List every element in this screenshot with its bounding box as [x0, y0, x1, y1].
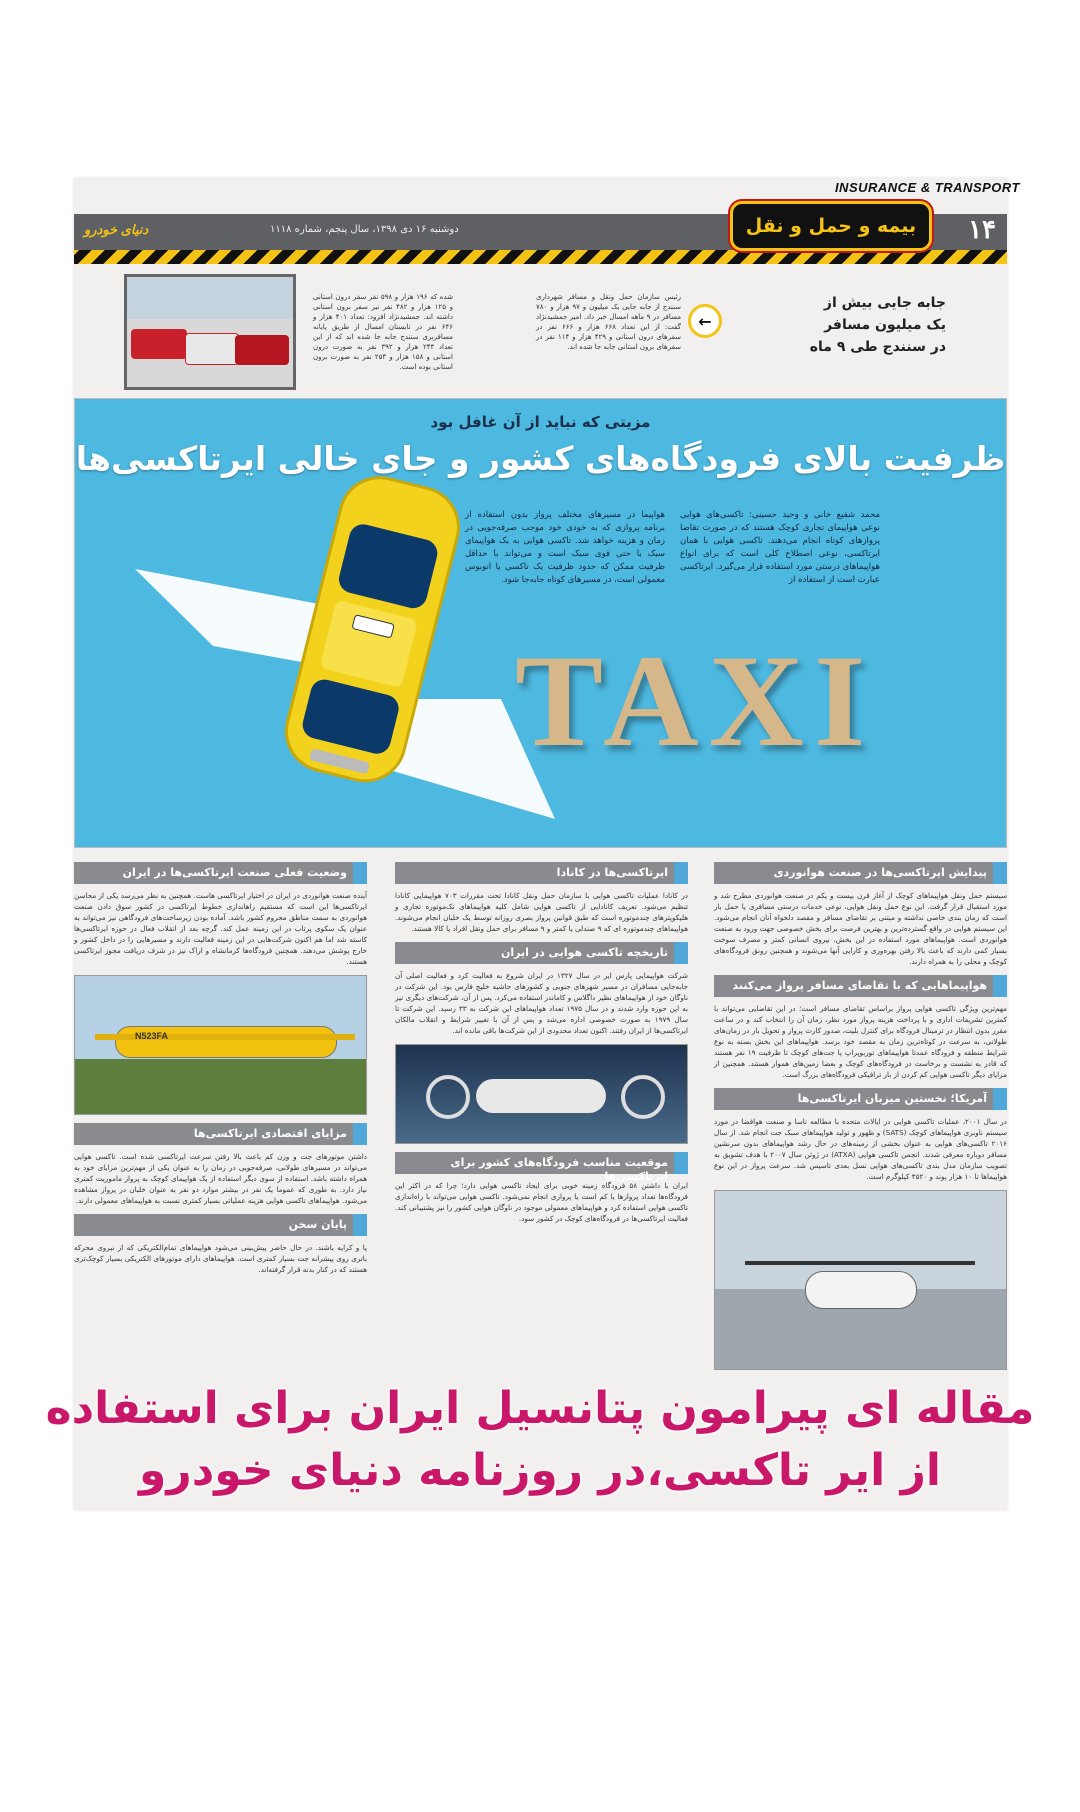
- overlay-caption: مقاله ای پیرامون پتانسیل ایران برای استفاده از ایر تاکسی،در روزنامه دنیای خودرو: [45, 1383, 1035, 1496]
- column-text: مهم‌ترین ویژگی تاکسی هوایی پرواز براساس تقاضای مسافر است؛ در این تقاضایی می‌تواند با کمترین تشریفات اداری و با پرداخت هزینه پرواز مورد نظر، زمان آن را انتخاب کند و در ساعت مقرر بدون انتظار در ترمینال فرودگاه برای کنترل بلیت، صدور کارت پرواز و تحویل بار در زمان‌های طولانی، به سرعت در کوتاه‌ترین زمان به مقصد خود برسد. هواپیماهای این بخش بسته به نوع شرایط منطقه و فرودگاه عمدتا هواپیماهای توربوپراپ یا جت‌های کوچک تا ظرفیت ۱۹ نفر هستند که قادر به نشست و برخاست در فرودگاه‌های کوچک و بعضا زمین‌های هموار هستند. همچنین از مزایای دیگر تاکسی هوایی کم کردن از بار ترافیکی فرودگاه‌های بزرگ است.: [714, 1004, 1007, 1079]
- bus-shape: [185, 333, 239, 365]
- air-car-photo: [395, 1044, 688, 1144]
- bus-terminal-photo: [124, 274, 296, 390]
- newspaper-logo: دنیای خودرو: [84, 222, 149, 237]
- column-text: در سال ۲۰۰۱، عملیات تاکسی هوایی در ایالات متحده با مطالعه ناسا و صنعت هوافضا در مورد سیستم ناوبری هواپیماهای کوچک (SATS) و ظهور و تولید هواپیماهای سبک جت انجام شد. از سال ۲۰۱۶ تاکسی‌های هوایی به عنوان بخشی از زمینه‌های در حال رشد هواپیماهای بدون سرنشین مسافر دوباره معرفی شدند. انجمن تاکسی هوایی (ATXA) در ژوئن سال ۲۰۰۷ با هدف تشویق به تصویب سازمان مدل بندی تاکسی‌های هوایی نسل بعدی تاسیس شد. سرعت پرواز در این نوع هواپیماها تا ۱۰ هزار پوند و ۴۵۲۰ کیلوگرم است.: [714, 1117, 1007, 1181]
- hazard-stripe: [74, 250, 1007, 264]
- column-heading: مزایای اقتصادی ایرتاکسی‌ها: [74, 1123, 367, 1145]
- plane-wing: [95, 1034, 355, 1040]
- column-text: ایران با داشتن ۵۸ فرودگاه زمینه خوبی برای ایجاد تاکسی هوایی دارد؛ چرا که در اکثر این فرودگاه‌ها تعداد پروازها یا کم است یا پروازی انجام نمی‌شود. تاکسی هوایی می‌تواند با راه‌اندازی تاکسی هوایی استفاده کرد و هواپیماهای معمولی موجود در ناوگان هوایی کشور را نیز پشتیبانی کند. فعالیت ایرتاکسی‌ها در فرودگاه‌های کوچک در کشور سود.: [395, 1181, 688, 1223]
- news-headline: جابه جایی بیش از یک میلیون مسافر در سنندج طی ۹ ماه: [809, 295, 946, 355]
- brand-english: INSURANCE & TRANSPORT: [834, 180, 1020, 195]
- column-text: سیستم حمل ونقل هواپیماهای کوچک از آغاز قرن بیست و یکم در صنعت هوانوردی مطرح شد و مورد استقبال قرار گرفت. این نوع حمل ونقل هوایی، نوعی خدمات درستی مسافری یا حمل بار است که زمان بندی خاصی نداشته و مبتنی بر تقاضای مسافر و مقصد دلخواه آنان انجام می‌شود. این سیستم هوایی در واقع گسترده‌ترین و بهترین فرصت برای بخش خصوصی جهت ورود به صنعت هوانوردی است. هواپیماهای مورد استفاده در این بخش، نیروی انسانی کمتر و مصرف سوخت بسیار کمی دارند که باعث بالا رفتن بهره‌وری و کارایی آنها می‌شوند و همچنین رونق فرودگاه‌های کوچک و محلی را به همراه دارند.: [714, 891, 1007, 966]
- column-text: پا و کرایه باشند. در حال حاضر پیش‌بینی می‌شود هواپیماهای تمام‌الکتریکی که از نیروی محرکه باتری روی پیشرانه جت بسیار کمتری است. هواپیماهای دارای موتورهای الکتریکی بسیار کوچک‌تری هستند که در کنار بدنه قرار گرفته‌اند.: [74, 1243, 367, 1274]
- column-right: [714, 862, 1007, 1378]
- column-text: در کانادا عملیات تاکسی هوایی با سازمان حمل ونقل کانادا تحت مقررات ۷۰۳ هواپیمایی کانادا تنظیم می‌شود. تعریف کانادایی از تاکسی هوایی شامل کلیه هواپیماهای تک‌موتوره تجاری و هلیکوپترهای چندموتوره است که طبق قوانین پرواز بصری روزانه توسط یک خلبان انجام می‌شوند. هواپیماهای چندموتوره ای که ۹ صندلی یا کمتر و ۹ مسافر برای حمل ونقل افراد یا کالا هستند.: [395, 891, 688, 933]
- taxi-letters: TAXI: [515, 627, 876, 774]
- issue-line: دوشنبه ۱۶ دی ۱۳۹۸، سال پنجم، شماره ۱۱۱۸: [270, 224, 459, 235]
- arrow-left-icon: ←: [688, 304, 722, 338]
- column-heading: تاریخچه تاکسی هوایی در ایران: [395, 942, 688, 964]
- news-brief: [88, 270, 1006, 392]
- yellow-plane-photo: [74, 975, 367, 1115]
- column-heading: وضعیت فعلی صنعت ایرتاکسی‌ها در ایران: [74, 862, 367, 884]
- rotor-ring: [621, 1075, 665, 1119]
- column-heading: آمریکا؛ نخستین میزبان ایرتاکسی‌ها: [714, 1088, 1007, 1110]
- bus-shape: [131, 329, 187, 359]
- toy-taxi-car: [270, 459, 470, 819]
- column-heading: موقعیت مناسب فرودگاه‌های کشور برای ایرتاکسی‌ها: [395, 1152, 688, 1174]
- air-car-body: [476, 1079, 606, 1113]
- column-heading: هواپیماهایی که با تقاضای مسافر پرواز می‌کنند: [714, 975, 1007, 997]
- rotor-ring: [426, 1075, 470, 1119]
- feature-title: ظرفیت بالای فرودگاه‌های کشور و جای خالی ایرتاکسی‌ها: [75, 439, 1006, 478]
- column-heading: پایان سخن: [74, 1214, 367, 1236]
- news-text-right: رئیس سازمان حمل ونقل و مسافر شهرداری سنندج از جابه جایی یک میلیون و ۹۷ هزار و ۷۸۰ مسافر در ۹ ماهه امسال خبر داد. امیر جمشیدنژاد گفت: از این تعداد ۶۶۸ هزار و ۶۶۶ نفر در سفرهای درون استانی و ۴۲۹ هزار و ۱۱۴ نفر در سفرهای برون استانی جابه جا شده اند.: [536, 293, 681, 351]
- news-text-left: شده که ۱۹۶ هزار و ۵۹۸ نفر سفر درون استانی و ۱۲۵ هزار و ۴۸۲ نفر نیز سفر برون استانی داشته اند. جمشیدنژاد افزود: تعداد ۴۰۱ هزار و ۶۴۶ نفر در تابستان امسال از طریق پایانه مسافربری سنندج جابه جا شده اند که از این تعداد ۲۴۴ هزار و ۳۹۲ نفر به صورت درون استانی و ۱۵۸ هزار و ۲۵۴ نفر به صورت برون استانی بوده است.: [313, 293, 454, 371]
- feature-hero: [74, 398, 1007, 848]
- feature-kicker: مزیتی که نباید از آن غافل بود: [430, 413, 651, 431]
- column-text: شرکت هواپیمایی پارس ایر در سال ۱۳۲۷ در ایران شروع به فعالیت کرد و فعالیت اصلی آن جابه‌جایی مسافران در مسیر شهرهای جنوبی و کشورهای حاشیه خلیج فارس بود. این شرکت در ناوگان خود از هواپیماهای نظیر داگلاس و کاماندر استفاده می‌کرد. پس از آن، شرکت‌های دیگری نیز به این حوزه وارد شدند و در سال ۱۹۷۵ تعداد هواپیماهای این شرکت به ۳۳ رسید. این شرکت تا سال ۱۹۷۹ به صورت خصوصی اداره می‌شد و پس از آن با تغییر شرایط و انقلاب مالکان ایرتاکسی‌ها از ایران رفتند. اکنون تعداد محدودی از این شرکت‌ها باقی مانده اند.: [395, 971, 689, 1035]
- column-left: [74, 862, 367, 1283]
- column-text: آینده صنعت هوانوردی در ایران در اختیار ایرتاکسی هاست. همچنین به نظر می‌رسد یکی از محاسن ایرتاکسی‌ها این است که مستقیم راهاندازی خطوط ایرتاکسی در کشور سوق دادن صنعت هوانوردی به سمت مناطق محروم کشور باشد. آماده بودن زیرساخت‌های فرودگاهی نیز می‌تواند به عنوان یک سکوی پرتاب در این زمینه عمل کند. گرچه بعد از انقلاب فعال در حوزه ایرتاکسی‌ها کاسته شد اما هم اکنون شرکت‌هایی در این زمینه فعالیت دارند و مسیرهایی را در داخل کشور و خارج پوشش می‌دهند. همچنین فرودگاه‌ها کرمانشاه و اراک نیز در شرف دریافت مجوز ایرتاکسی هستند.: [74, 891, 367, 966]
- feature-intro-right: محمد شفیع خانی و وحید حسینی: تاکسی‌های هوایی نوعی هواپیمای تجاری کوچک هستند که در صورت تقاضا پروازهای کوتاه انجام می‌دهند. تاکسی هوایی با همان ایرتاکسی، نوعی اصطلاح کلی است که برای انواع هواپیماهای درستی مورد استفاده قرار می‌گیرد. ایرتاکسی عبارت است از استفاده از: [679, 510, 880, 585]
- bus-shape: [235, 335, 289, 365]
- plane-registration: N523FA: [135, 1031, 169, 1041]
- flying-taxi-photo: [714, 1190, 1007, 1370]
- feature-intro-left: هواپیما در مسیرهای مختلف پرواز بدون استفاده از برنامه پروازی که به خودی خود موجب صرفه‌جویی در زمان و هزینه خواهد شد. تاکسی هوایی به یک هواپیمای سبک با حتی قوی سبک است و می‌تواند با حداقل ظرفیت ممکن که حدود ظرفیت یک تاکسی یا اتوبوس معمولی است، در مسیرهای کوتاه جابه‌جا شود.: [465, 510, 665, 585]
- column-heading: ایرتاکسی‌ها در کانادا: [395, 862, 688, 884]
- column-middle: [395, 862, 688, 1232]
- column-text: داشتن موتورهای جت و وزن کم باعث بالا رفتن سرعت ایرتاکسی شده است. تاکسی هوایی می‌تواند در مسیرهای طولانی، صرفه‌جویی در زمان را به عنوان یکی از مهم‌ترین مزایای خود به همراه داشته باشد. استفاده از سوی دیگر استفاده از یک هواپیمای کوچک به پرواز ماموریت کمتری نیاز دارد. به طوری که عموما یک نفر در بیشتر موارد دو نفر به عنوان خلبان در پرواز مشاهده می‌شود. هواپیماهای تاکسی هوایی هزینه عملیاتی بسیار کمتری نسبت به هواپیماهای معمولی دارند.: [74, 1152, 367, 1205]
- section-badge: بیمه و حمل و نقل: [730, 201, 932, 251]
- aircraft-body: [805, 1271, 917, 1309]
- page-number: ۱۴: [968, 214, 996, 244]
- column-heading: پیدایش ایرتاکسی‌ها در صنعت هوانوردی: [714, 862, 1007, 884]
- rotor-bar: [745, 1261, 975, 1265]
